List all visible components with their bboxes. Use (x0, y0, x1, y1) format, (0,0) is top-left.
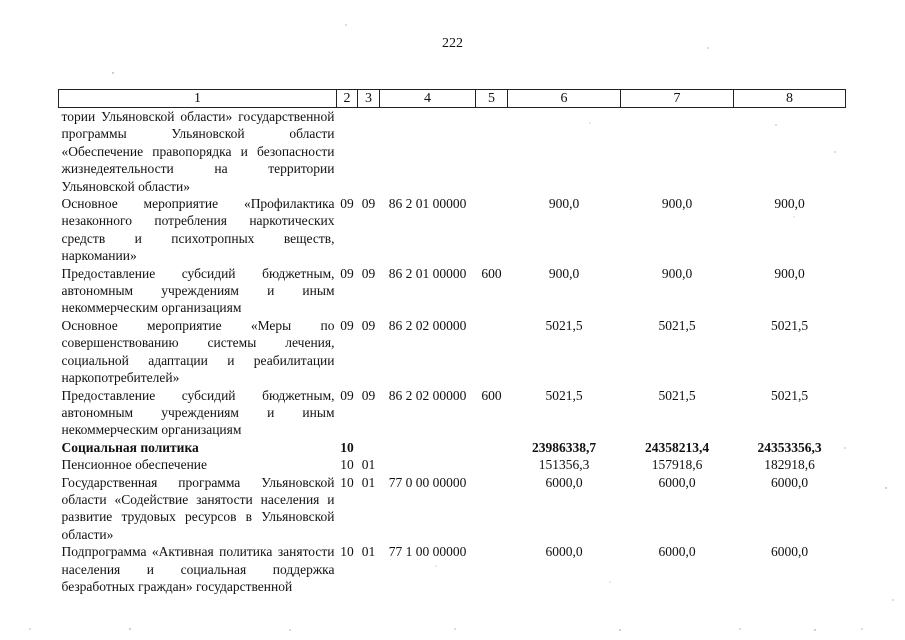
row-amount-col6: 151356,3 (538, 457, 590, 473)
table-row (59, 317, 846, 387)
row-amount-col7: 900,0 (661, 196, 693, 212)
row-section-code: 10 (340, 544, 354, 560)
row-section-code: 10 (340, 439, 354, 455)
column-header: 8 (734, 90, 846, 108)
row-expense-type (476, 439, 508, 456)
budget-table (58, 89, 846, 595)
row-amount-col7: 900,0 (661, 265, 693, 281)
row-target-article: 86 2 02 00000 (388, 317, 467, 333)
row-target-article: 77 1 00 00000 (388, 544, 467, 560)
row-amount-col6: 900,0 (548, 265, 580, 281)
row-expense-type (476, 543, 508, 595)
column-header: 2 (337, 90, 358, 108)
row-expense-type (476, 195, 508, 265)
column-header: 3 (358, 90, 380, 108)
row-expense-type: 600 (481, 265, 502, 281)
row-amount-col7 (621, 108, 734, 196)
row-subsection-code: 09 (361, 265, 376, 281)
row-section-code (337, 108, 358, 196)
table-row (59, 265, 846, 317)
table-row (59, 474, 846, 544)
row-amount-col6 (508, 108, 621, 196)
row-subsection-code: 09 (361, 196, 376, 212)
row-name: Пенсионное обеспечение (61, 457, 208, 473)
row-subsection-code: 01 (361, 457, 376, 473)
row-section-code: 09 (340, 196, 354, 212)
table-row (59, 543, 846, 595)
row-name: Социальная политика (61, 439, 199, 455)
row-amount-col8: 6000,0 (770, 544, 809, 560)
row-name: тории Ульяновской области» государственной программы Ульяновской области «Обеспечение правопорядка и безопасности жизнедеятельности на территории Ульяновской области» (61, 109, 335, 194)
row-amount-col8: 5021,5 (770, 387, 809, 403)
row-target-article: 77 0 00 00000 (388, 474, 467, 490)
row-section-code: 09 (340, 387, 354, 403)
row-amount-col7: 5021,5 (658, 387, 696, 403)
row-name: Предоставление субсидий бюджетным, автономным учреждениям и иным некоммерческим организациям (61, 265, 335, 316)
row-amount-col7: 6000,0 (658, 544, 696, 560)
row-amount-col7: 5021,5 (658, 317, 696, 333)
row-target-article (380, 108, 476, 196)
row-name: Основное мероприятие «Профилактика незаконного потребления наркотических средств и психотропных веществ, наркомании» (61, 196, 335, 264)
row-section-code: 09 (340, 317, 354, 333)
row-expense-type: 600 (481, 387, 502, 403)
row-target-article: 86 2 01 00000 (388, 196, 467, 212)
row-section-code: 10 (340, 474, 354, 490)
row-expense-type (476, 317, 508, 387)
row-section-code: 10 (340, 457, 354, 473)
row-target-article: 86 2 01 00000 (388, 265, 467, 281)
row-amount-col6: 5021,5 (545, 387, 583, 403)
row-subsection-code: 09 (361, 317, 376, 333)
column-header: 7 (621, 90, 734, 108)
row-amount-col8: 5021,5 (770, 317, 809, 333)
row-target-article (380, 439, 476, 456)
column-header: 4 (380, 90, 476, 108)
row-subsection-code: 09 (361, 387, 376, 403)
column-header: 1 (59, 90, 337, 108)
row-amount-col6: 5021,5 (545, 317, 583, 333)
row-name: Подпрограмма «Активная политика занятости населения и социальная поддержка безработных граждан» государственной (61, 544, 335, 594)
row-expense-type (476, 108, 508, 196)
row-name: Основное мероприятие «Меры по совершенствованию системы лечения, социальной адаптации и реабилитации наркопотребителей» (61, 317, 335, 386)
row-amount-col8: 6000,0 (770, 474, 809, 490)
row-amount-col6: 6000,0 (545, 474, 583, 490)
table-row (59, 195, 846, 265)
row-amount-col7: 24358213,4 (644, 439, 710, 455)
row-expense-type (476, 456, 508, 473)
table-row (59, 439, 846, 456)
table-body (59, 108, 846, 596)
row-name: Предоставление субсидий бюджетным, автономным учреждениям и иным некоммерческим организациям (61, 387, 335, 438)
row-name: Государственная программа Ульяновской области «Содействие занятости населения и развитие трудовых ресурсов в Ульяновской области» (61, 474, 335, 542)
row-subsection-code (358, 108, 380, 196)
row-section-code: 09 (340, 265, 354, 281)
row-expense-type (476, 474, 508, 544)
row-amount-col7: 6000,0 (658, 474, 696, 490)
row-amount-col8: 182918,6 (764, 457, 815, 473)
row-amount-col8 (734, 108, 846, 196)
row-amount-col7: 157918,6 (651, 457, 703, 473)
row-amount-col8: 24353356,3 (757, 439, 822, 455)
table-header-row (59, 90, 846, 108)
row-amount-col6: 6000,0 (545, 544, 583, 560)
row-subsection-code (358, 439, 380, 456)
table-row (59, 108, 846, 196)
column-header: 5 (476, 90, 508, 108)
row-target-article: 86 2 02 00000 (388, 387, 467, 403)
row-target-article (380, 456, 476, 473)
table-row (59, 456, 846, 473)
row-amount-col8: 900,0 (774, 196, 805, 212)
column-header: 6 (508, 90, 621, 108)
table-row (59, 387, 846, 439)
row-amount-col6: 23986338,7 (531, 439, 597, 455)
page-number: 222 (442, 36, 463, 51)
row-subsection-code: 01 (361, 474, 376, 490)
row-amount-col8: 900,0 (774, 265, 805, 281)
row-subsection-code: 01 (361, 544, 376, 560)
row-amount-col6: 900,0 (548, 196, 580, 212)
